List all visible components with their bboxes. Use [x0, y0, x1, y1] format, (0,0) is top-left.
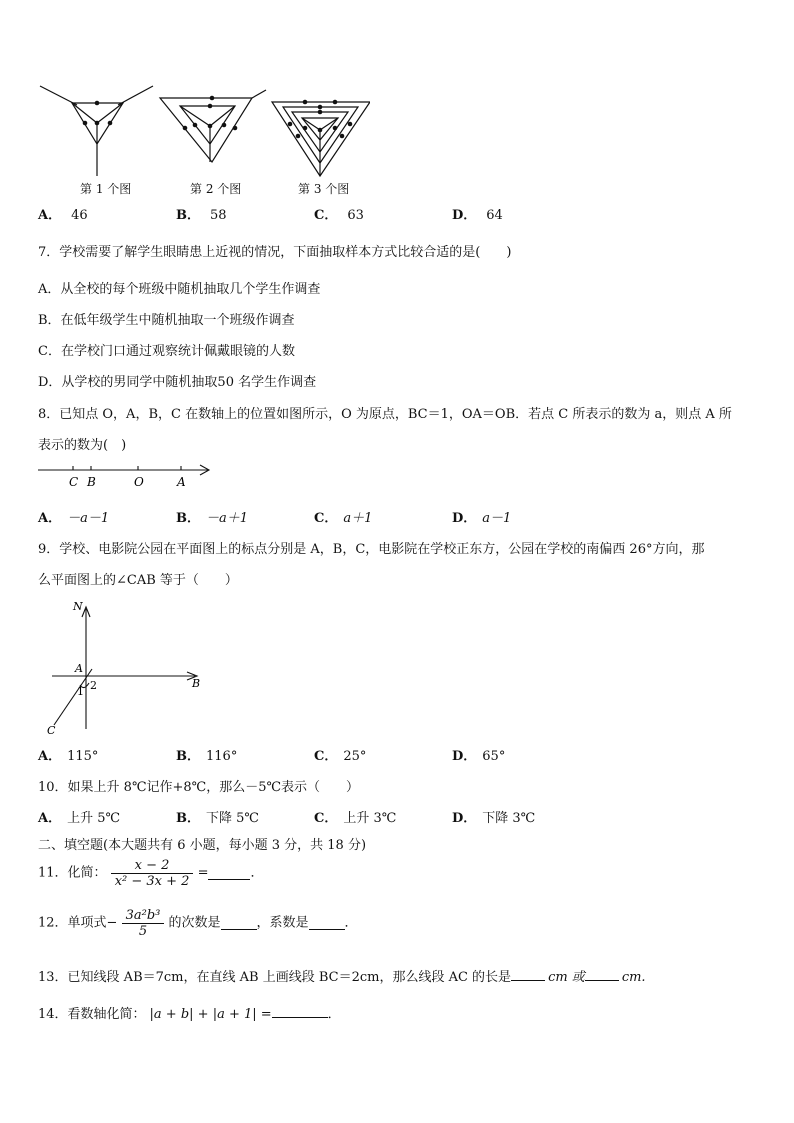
q13-blank-1[interactable] — [511, 968, 545, 981]
q13-blank-2[interactable] — [585, 968, 619, 981]
q8-option-a: A． －a－1 — [38, 511, 110, 526]
q7-option-c: C．在学校门口通过观察统计佩戴眼镜的人数 — [38, 344, 295, 359]
q12-denominator: 5 — [138, 924, 148, 939]
q8-stem-line2: 表示的数为( ) — [38, 438, 127, 453]
direction-figure — [40, 597, 210, 740]
number-line-figure — [36, 460, 216, 490]
axis-label-b: B — [87, 475, 96, 489]
q6-option-d: D． 64 — [452, 208, 503, 223]
q8-option-b: B． －a＋1 — [176, 511, 249, 526]
triangle-pattern-figures — [30, 78, 370, 178]
q7-option-b: B．在低年级学生中随机抽取一个班级作调查 — [38, 313, 295, 328]
q10-option-b: B． 下降 5℃ — [176, 811, 259, 826]
figure-caption-2: 第 2 个图 — [190, 182, 242, 196]
q9-option-a: A． 115° — [38, 749, 99, 764]
q11-prefix: 11．化简： — [38, 865, 107, 881]
q12: 12．单项式− $\frac{\text{3a²b³}}{5}$ 的次数是 ，系数是 ． — [38, 908, 358, 939]
q10-option-c: C． 上升 3℃ — [314, 811, 397, 826]
q14: 14．看数轴化简： |a + b| + |a + 1| = ． — [38, 1007, 341, 1022]
q11-denominator: x² − 3x + 2 — [114, 874, 190, 889]
q9-stem-line2: 么平面图上的∠CAB 等于（ ） — [38, 573, 238, 588]
section-heading-fill-blank: 二、填空题(本大题共有 6 小题，每小题 3 分，共 18 分) — [38, 838, 367, 853]
q6-option-a: A． 46 — [38, 208, 88, 223]
q11: 11．化简： $\frac{x - 2}{\text{x² − 3x + 2}}$ = ． — [38, 858, 264, 889]
q7-option-a: A．从全校的每个班级中随机抽取几个学生作调查 — [38, 282, 321, 297]
q9-option-c: C． 25° — [314, 749, 367, 764]
q14-answer-blank[interactable] — [272, 1005, 328, 1018]
q10-option-a: A． 上升 5℃ — [38, 811, 121, 826]
label-n: N — [73, 600, 83, 613]
q9-option-d: D． 65° — [452, 749, 506, 764]
q7-stem: 7．学校需要了解学生眼睛患上近视的情况，下面抽取样本方式比较合适的是( ) — [38, 245, 512, 260]
q11-numerator: x − 2 — [111, 858, 194, 874]
label-1: 1 — [77, 685, 84, 698]
figure-caption-3: 第 3 个图 — [298, 182, 350, 196]
axis-label-a: A — [177, 475, 186, 489]
label-b: B — [192, 677, 201, 690]
q12-degree-blank[interactable] — [221, 917, 257, 930]
label-c: C — [47, 724, 56, 737]
q6-option-c: C． 63 — [314, 208, 364, 223]
q12-coefficient-blank[interactable] — [309, 917, 345, 930]
q7-option-d: D．从学校的男同学中随机抽取50 名学生作调查 — [38, 375, 317, 390]
q10-option-d: D． 下降 3℃ — [452, 811, 536, 826]
q8-option-d: D． a－1 — [452, 511, 512, 526]
q8-stem-line1: 8．已知点 O，A，B，C 在数轴上的位置如图所示，O 为原点，BC＝1，OA＝OB．若点 C 所表示的数为 a，则点 A 所 — [38, 407, 732, 422]
q11-fraction — [111, 858, 194, 889]
figure-caption-1: 第 1 个图 — [80, 182, 132, 196]
label-2: 2 — [90, 679, 97, 692]
q11-answer-blank[interactable] — [208, 867, 250, 880]
q12-numerator: 3a²b³ — [122, 908, 165, 924]
q13: 13．已知线段 AB＝7cm，在直线 AB 上画线段 BC＝2cm，那么线段 AC 的长是 cm 或 cm. — [38, 970, 646, 985]
axis-label-o: O — [134, 475, 144, 489]
q9-option-b: B． 116° — [176, 749, 238, 764]
axis-label-c: C — [69, 475, 79, 489]
q9-stem-line1: 9．学校、电影院公园在平面图上的标点分别是 A，B，C，电影院在学校正东方，公园在学校的南偏西 26°方向，那 — [38, 542, 705, 557]
q14-expression: |a + b| + |a + 1| = — [149, 1007, 272, 1022]
label-a: A — [75, 662, 83, 675]
q8-option-c: C． a＋1 — [314, 511, 373, 526]
q10-stem: 10．如果上升 8℃记作+8℃，那么－5℃表示（ ） — [38, 780, 360, 795]
q6-option-b: B． 58 — [176, 208, 227, 223]
q12-fraction — [122, 908, 165, 939]
